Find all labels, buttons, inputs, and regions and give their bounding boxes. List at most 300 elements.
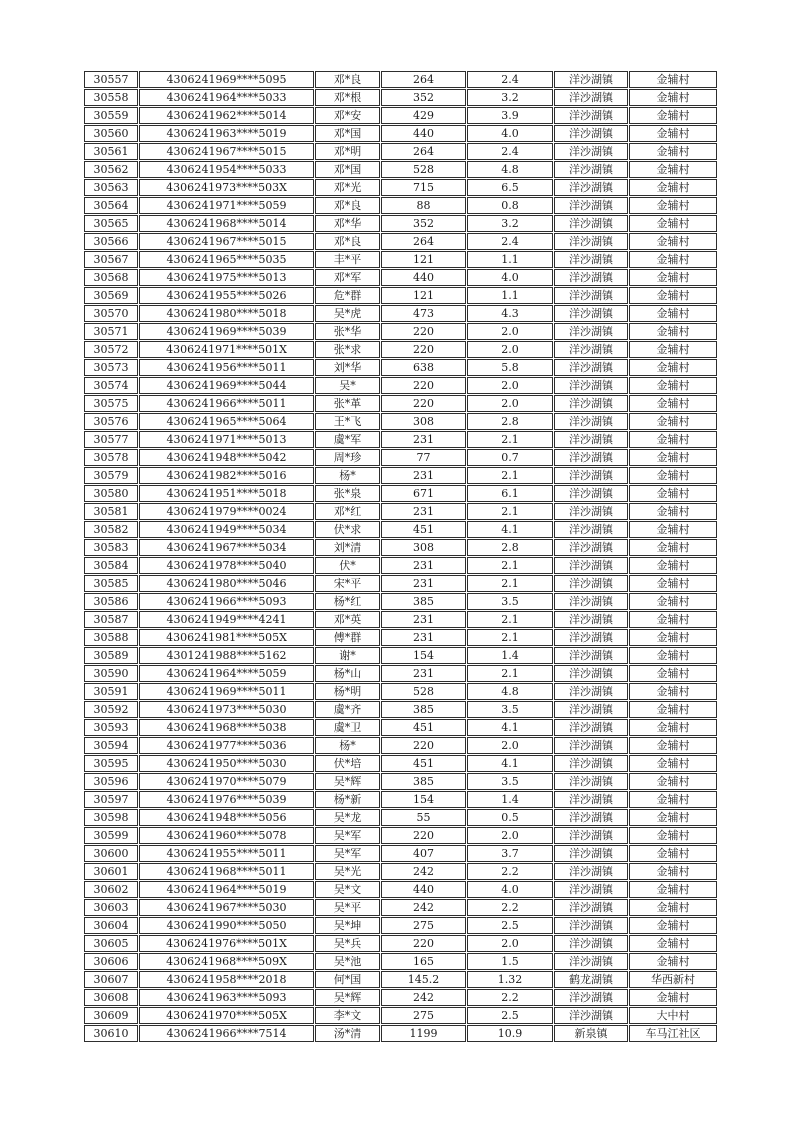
name-cell: 虞*卫 bbox=[315, 719, 380, 736]
id-number-cell: 4306241969****5044 bbox=[139, 377, 314, 394]
town-cell: 洋沙湖镇 bbox=[554, 521, 628, 538]
village-cell: 金辅村 bbox=[629, 899, 717, 916]
table-row bbox=[84, 395, 717, 412]
town-cell: 洋沙湖镇 bbox=[554, 881, 628, 898]
area-cell: 4.1 bbox=[467, 755, 553, 772]
id-number-cell: 4306241951****5018 bbox=[139, 485, 314, 502]
id-number-cell: 4306241964****5059 bbox=[139, 665, 314, 682]
id-number-cell: 4306241962****5014 bbox=[139, 107, 314, 124]
record-no-cell: 30603 bbox=[84, 899, 138, 916]
area-cell: 1.32 bbox=[467, 971, 553, 988]
name-cell: 邓*根 bbox=[315, 89, 380, 106]
amount-cell: 715 bbox=[381, 179, 466, 196]
record-no-cell: 30608 bbox=[84, 989, 138, 1006]
village-cell: 金辅村 bbox=[629, 305, 717, 322]
village-cell: 金辅村 bbox=[629, 323, 717, 340]
name-cell: 吴*池 bbox=[315, 953, 380, 970]
name-cell: 杨*新 bbox=[315, 791, 380, 808]
name-cell: 谢* bbox=[315, 647, 380, 664]
amount-cell: 275 bbox=[381, 917, 466, 934]
table-row bbox=[84, 863, 717, 880]
record-no-cell: 30563 bbox=[84, 179, 138, 196]
table-row bbox=[84, 1007, 717, 1024]
name-cell: 李*文 bbox=[315, 1007, 380, 1024]
area-cell: 2.2 bbox=[467, 989, 553, 1006]
id-number-cell: 4306241958****2018 bbox=[139, 971, 314, 988]
town-cell: 洋沙湖镇 bbox=[554, 989, 628, 1006]
table-row bbox=[84, 503, 717, 520]
village-cell: 金辅村 bbox=[629, 197, 717, 214]
area-cell: 3.5 bbox=[467, 701, 553, 718]
area-cell: 3.7 bbox=[467, 845, 553, 862]
area-cell: 1.5 bbox=[467, 953, 553, 970]
record-no-cell: 30592 bbox=[84, 701, 138, 718]
amount-cell: 451 bbox=[381, 755, 466, 772]
area-cell: 10.9 bbox=[467, 1025, 553, 1042]
name-cell: 虞*齐 bbox=[315, 701, 380, 718]
table-row bbox=[84, 791, 717, 808]
area-cell: 3.2 bbox=[467, 89, 553, 106]
name-cell: 邓*良 bbox=[315, 233, 380, 250]
table-row bbox=[84, 467, 717, 484]
town-cell: 洋沙湖镇 bbox=[554, 89, 628, 106]
table-row bbox=[84, 233, 717, 250]
village-cell: 金辅村 bbox=[629, 359, 717, 376]
area-cell: 3.2 bbox=[467, 215, 553, 232]
id-number-cell: 4306241967****5015 bbox=[139, 143, 314, 160]
table-row bbox=[84, 341, 717, 358]
amount-cell: 264 bbox=[381, 143, 466, 160]
town-cell: 洋沙湖镇 bbox=[554, 161, 628, 178]
village-cell: 金辅村 bbox=[629, 287, 717, 304]
village-cell: 金辅村 bbox=[629, 557, 717, 574]
amount-cell: 231 bbox=[381, 557, 466, 574]
name-cell: 邓*光 bbox=[315, 179, 380, 196]
id-number-cell: 4306241969****5039 bbox=[139, 323, 314, 340]
table-row bbox=[84, 971, 717, 988]
name-cell: 刘*清 bbox=[315, 539, 380, 556]
town-cell: 洋沙湖镇 bbox=[554, 71, 628, 88]
table-row bbox=[84, 593, 717, 610]
name-cell: 邓*英 bbox=[315, 611, 380, 628]
record-no-cell: 30588 bbox=[84, 629, 138, 646]
table-row bbox=[84, 89, 717, 106]
table-row bbox=[84, 323, 717, 340]
table-row bbox=[84, 953, 717, 970]
id-number-cell: 4306241956****5011 bbox=[139, 359, 314, 376]
town-cell: 洋沙湖镇 bbox=[554, 647, 628, 664]
record-no-cell: 30572 bbox=[84, 341, 138, 358]
town-cell: 鹤龙湖镇 bbox=[554, 971, 628, 988]
name-cell: 邓*华 bbox=[315, 215, 380, 232]
area-cell: 2.0 bbox=[467, 935, 553, 952]
name-cell: 张*泉 bbox=[315, 485, 380, 502]
id-number-cell: 4306241966****7514 bbox=[139, 1025, 314, 1042]
id-number-cell: 4306241980****5018 bbox=[139, 305, 314, 322]
id-number-cell: 4306241990****5050 bbox=[139, 917, 314, 934]
id-number-cell: 4306241975****5013 bbox=[139, 269, 314, 286]
table-row bbox=[84, 647, 717, 664]
town-cell: 洋沙湖镇 bbox=[554, 287, 628, 304]
record-no-cell: 30560 bbox=[84, 125, 138, 142]
name-cell: 吴*平 bbox=[315, 899, 380, 916]
name-cell: 吴* bbox=[315, 377, 380, 394]
town-cell: 洋沙湖镇 bbox=[554, 431, 628, 448]
village-cell: 华西新村 bbox=[629, 971, 717, 988]
amount-cell: 429 bbox=[381, 107, 466, 124]
amount-cell: 308 bbox=[381, 539, 466, 556]
amount-cell: 154 bbox=[381, 791, 466, 808]
name-cell: 周*珍 bbox=[315, 449, 380, 466]
amount-cell: 440 bbox=[381, 881, 466, 898]
record-no-cell: 30590 bbox=[84, 665, 138, 682]
village-cell: 金辅村 bbox=[629, 251, 717, 268]
table-row bbox=[84, 755, 717, 772]
record-no-cell: 30605 bbox=[84, 935, 138, 952]
town-cell: 洋沙湖镇 bbox=[554, 701, 628, 718]
record-no-cell: 30568 bbox=[84, 269, 138, 286]
record-no-cell: 30581 bbox=[84, 503, 138, 520]
record-no-cell: 30607 bbox=[84, 971, 138, 988]
town-cell: 洋沙湖镇 bbox=[554, 323, 628, 340]
name-cell: 刘*华 bbox=[315, 359, 380, 376]
amount-cell: 231 bbox=[381, 467, 466, 484]
town-cell: 洋沙湖镇 bbox=[554, 737, 628, 754]
record-no-cell: 30583 bbox=[84, 539, 138, 556]
amount-cell: 308 bbox=[381, 413, 466, 430]
town-cell: 洋沙湖镇 bbox=[554, 683, 628, 700]
village-cell: 金辅村 bbox=[629, 539, 717, 556]
table-row bbox=[84, 611, 717, 628]
amount-cell: 121 bbox=[381, 251, 466, 268]
village-cell: 金辅村 bbox=[629, 413, 717, 430]
town-cell: 洋沙湖镇 bbox=[554, 251, 628, 268]
id-number-cell: 4306241969****5095 bbox=[139, 71, 314, 88]
area-cell: 2.2 bbox=[467, 863, 553, 880]
village-cell: 金辅村 bbox=[629, 179, 717, 196]
id-number-cell: 4306241948****5056 bbox=[139, 809, 314, 826]
record-no-cell: 30593 bbox=[84, 719, 138, 736]
table-row bbox=[84, 917, 717, 934]
amount-cell: 77 bbox=[381, 449, 466, 466]
amount-cell: 451 bbox=[381, 521, 466, 538]
area-cell: 2.1 bbox=[467, 557, 553, 574]
area-cell: 5.8 bbox=[467, 359, 553, 376]
town-cell: 洋沙湖镇 bbox=[554, 125, 628, 142]
town-cell: 洋沙湖镇 bbox=[554, 1007, 628, 1024]
table-row bbox=[84, 773, 717, 790]
record-no-cell: 30604 bbox=[84, 917, 138, 934]
id-number-cell: 4306241971****5059 bbox=[139, 197, 314, 214]
village-cell: 金辅村 bbox=[629, 161, 717, 178]
amount-cell: 638 bbox=[381, 359, 466, 376]
record-no-cell: 30557 bbox=[84, 71, 138, 88]
name-cell: 吴*兵 bbox=[315, 935, 380, 952]
id-number-cell: 4306241976****5039 bbox=[139, 791, 314, 808]
id-number-cell: 4306241967****5015 bbox=[139, 233, 314, 250]
name-cell: 杨*红 bbox=[315, 593, 380, 610]
name-cell: 吴*虎 bbox=[315, 305, 380, 322]
name-cell: 邓*国 bbox=[315, 125, 380, 142]
area-cell: 1.1 bbox=[467, 251, 553, 268]
area-cell: 2.1 bbox=[467, 611, 553, 628]
name-cell: 伏*求 bbox=[315, 521, 380, 538]
amount-cell: 385 bbox=[381, 593, 466, 610]
id-number-cell: 4306241977****5036 bbox=[139, 737, 314, 754]
town-cell: 洋沙湖镇 bbox=[554, 809, 628, 826]
amount-cell: 220 bbox=[381, 377, 466, 394]
town-cell: 洋沙湖镇 bbox=[554, 755, 628, 772]
village-cell: 金辅村 bbox=[629, 989, 717, 1006]
id-number-cell: 4306241965****5064 bbox=[139, 413, 314, 430]
name-cell: 吴*军 bbox=[315, 845, 380, 862]
table-row bbox=[84, 413, 717, 430]
town-cell: 洋沙湖镇 bbox=[554, 143, 628, 160]
id-number-cell: 4306241955****5011 bbox=[139, 845, 314, 862]
area-cell: 2.1 bbox=[467, 431, 553, 448]
village-cell: 金辅村 bbox=[629, 89, 717, 106]
town-cell: 洋沙湖镇 bbox=[554, 719, 628, 736]
name-cell: 伏* bbox=[315, 557, 380, 574]
name-cell: 虞*军 bbox=[315, 431, 380, 448]
area-cell: 2.0 bbox=[467, 737, 553, 754]
amount-cell: 220 bbox=[381, 737, 466, 754]
amount-cell: 275 bbox=[381, 1007, 466, 1024]
id-number-cell: 4306241970****5079 bbox=[139, 773, 314, 790]
name-cell: 吴*光 bbox=[315, 863, 380, 880]
town-cell: 洋沙湖镇 bbox=[554, 449, 628, 466]
town-cell: 洋沙湖镇 bbox=[554, 197, 628, 214]
id-number-cell: 4306241973****5030 bbox=[139, 701, 314, 718]
town-cell: 洋沙湖镇 bbox=[554, 863, 628, 880]
village-cell: 金辅村 bbox=[629, 521, 717, 538]
village-cell: 金辅村 bbox=[629, 755, 717, 772]
record-no-cell: 30561 bbox=[84, 143, 138, 160]
village-cell: 金辅村 bbox=[629, 467, 717, 484]
amount-cell: 231 bbox=[381, 611, 466, 628]
area-cell: 2.2 bbox=[467, 899, 553, 916]
record-no-cell: 30596 bbox=[84, 773, 138, 790]
village-cell: 金辅村 bbox=[629, 377, 717, 394]
amount-cell: 231 bbox=[381, 665, 466, 682]
record-no-cell: 30580 bbox=[84, 485, 138, 502]
amount-cell: 451 bbox=[381, 719, 466, 736]
amount-cell: 671 bbox=[381, 485, 466, 502]
area-cell: 2.1 bbox=[467, 629, 553, 646]
town-cell: 洋沙湖镇 bbox=[554, 593, 628, 610]
id-number-cell: 4301241988****5162 bbox=[139, 647, 314, 664]
table-row bbox=[84, 575, 717, 592]
town-cell: 洋沙湖镇 bbox=[554, 575, 628, 592]
area-cell: 2.5 bbox=[467, 917, 553, 934]
village-cell: 金辅村 bbox=[629, 503, 717, 520]
name-cell: 吴*辉 bbox=[315, 989, 380, 1006]
record-no-cell: 30600 bbox=[84, 845, 138, 862]
name-cell: 伏*培 bbox=[315, 755, 380, 772]
village-cell: 金辅村 bbox=[629, 683, 717, 700]
village-cell: 金辅村 bbox=[629, 773, 717, 790]
record-no-cell: 30594 bbox=[84, 737, 138, 754]
record-no-cell: 30584 bbox=[84, 557, 138, 574]
record-no-cell: 30591 bbox=[84, 683, 138, 700]
area-cell: 2.1 bbox=[467, 503, 553, 520]
id-number-cell: 4306241966****5093 bbox=[139, 593, 314, 610]
village-cell: 金辅村 bbox=[629, 449, 717, 466]
table-row bbox=[84, 125, 717, 142]
record-no-cell: 30587 bbox=[84, 611, 138, 628]
area-cell: 2.8 bbox=[467, 413, 553, 430]
town-cell: 洋沙湖镇 bbox=[554, 215, 628, 232]
record-no-cell: 30566 bbox=[84, 233, 138, 250]
table-row bbox=[84, 665, 717, 682]
village-cell: 金辅村 bbox=[629, 71, 717, 88]
record-no-cell: 30597 bbox=[84, 791, 138, 808]
village-cell: 金辅村 bbox=[629, 593, 717, 610]
id-number-cell: 4306241964****5019 bbox=[139, 881, 314, 898]
id-number-cell: 4306241949****4241 bbox=[139, 611, 314, 628]
amount-cell: 231 bbox=[381, 629, 466, 646]
name-cell: 张*华 bbox=[315, 323, 380, 340]
table-row bbox=[84, 305, 717, 322]
town-cell: 洋沙湖镇 bbox=[554, 233, 628, 250]
amount-cell: 385 bbox=[381, 701, 466, 718]
amount-cell: 352 bbox=[381, 215, 466, 232]
record-no-cell: 30602 bbox=[84, 881, 138, 898]
amount-cell: 528 bbox=[381, 161, 466, 178]
village-cell: 金辅村 bbox=[629, 611, 717, 628]
record-no-cell: 30595 bbox=[84, 755, 138, 772]
id-number-cell: 4306241980****5046 bbox=[139, 575, 314, 592]
amount-cell: 220 bbox=[381, 935, 466, 952]
name-cell: 邓*安 bbox=[315, 107, 380, 124]
record-no-cell: 30565 bbox=[84, 215, 138, 232]
area-cell: 2.1 bbox=[467, 575, 553, 592]
name-cell: 邓*明 bbox=[315, 143, 380, 160]
record-no-cell: 30574 bbox=[84, 377, 138, 394]
id-number-cell: 4306241968****509X bbox=[139, 953, 314, 970]
table-row bbox=[84, 701, 717, 718]
amount-cell: 264 bbox=[381, 233, 466, 250]
village-cell: 金辅村 bbox=[629, 125, 717, 142]
amount-cell: 231 bbox=[381, 431, 466, 448]
record-no-cell: 30562 bbox=[84, 161, 138, 178]
amount-cell: 407 bbox=[381, 845, 466, 862]
table-row bbox=[84, 215, 717, 232]
area-cell: 4.1 bbox=[467, 719, 553, 736]
town-cell: 洋沙湖镇 bbox=[554, 485, 628, 502]
table-row bbox=[84, 989, 717, 1006]
area-cell: 2.4 bbox=[467, 233, 553, 250]
town-cell: 洋沙湖镇 bbox=[554, 827, 628, 844]
name-cell: 王*飞 bbox=[315, 413, 380, 430]
village-cell: 金辅村 bbox=[629, 809, 717, 826]
id-number-cell: 4306241967****5030 bbox=[139, 899, 314, 916]
area-cell: 2.1 bbox=[467, 467, 553, 484]
amount-cell: 242 bbox=[381, 863, 466, 880]
town-cell: 洋沙湖镇 bbox=[554, 845, 628, 862]
table-row bbox=[84, 197, 717, 214]
table-row bbox=[84, 521, 717, 538]
table-row bbox=[84, 359, 717, 376]
id-number-cell: 4306241970****505X bbox=[139, 1007, 314, 1024]
table-row bbox=[84, 1025, 717, 1042]
id-number-cell: 4306241950****5030 bbox=[139, 755, 314, 772]
record-no-cell: 30577 bbox=[84, 431, 138, 448]
name-cell: 邓*红 bbox=[315, 503, 380, 520]
amount-cell: 264 bbox=[381, 71, 466, 88]
name-cell: 邓*国 bbox=[315, 161, 380, 178]
area-cell: 4.3 bbox=[467, 305, 553, 322]
record-no-cell: 30579 bbox=[84, 467, 138, 484]
id-number-cell: 4306241966****5011 bbox=[139, 395, 314, 412]
village-cell: 金辅村 bbox=[629, 341, 717, 358]
table-row bbox=[84, 557, 717, 574]
amount-cell: 440 bbox=[381, 125, 466, 142]
record-no-cell: 30606 bbox=[84, 953, 138, 970]
village-cell: 金辅村 bbox=[629, 233, 717, 250]
table-row bbox=[84, 251, 717, 268]
area-cell: 2.0 bbox=[467, 341, 553, 358]
subsidy-table bbox=[83, 70, 718, 1043]
name-cell: 汤*清 bbox=[315, 1025, 380, 1042]
id-number-cell: 4306241954****5033 bbox=[139, 161, 314, 178]
town-cell: 洋沙湖镇 bbox=[554, 107, 628, 124]
record-no-cell: 30598 bbox=[84, 809, 138, 826]
amount-cell: 220 bbox=[381, 395, 466, 412]
table-row bbox=[84, 827, 717, 844]
name-cell: 宋*平 bbox=[315, 575, 380, 592]
record-no-cell: 30610 bbox=[84, 1025, 138, 1042]
table-row bbox=[84, 161, 717, 178]
town-cell: 洋沙湖镇 bbox=[554, 341, 628, 358]
table-row bbox=[84, 737, 717, 754]
id-number-cell: 4306241967****5034 bbox=[139, 539, 314, 556]
table-row bbox=[84, 71, 717, 88]
name-cell: 吴*龙 bbox=[315, 809, 380, 826]
town-cell: 洋沙湖镇 bbox=[554, 665, 628, 682]
amount-cell: 220 bbox=[381, 827, 466, 844]
table-row bbox=[84, 287, 717, 304]
table-row bbox=[84, 881, 717, 898]
area-cell: 1.4 bbox=[467, 791, 553, 808]
town-cell: 洋沙湖镇 bbox=[554, 953, 628, 970]
village-cell: 金辅村 bbox=[629, 737, 717, 754]
record-no-cell: 30609 bbox=[84, 1007, 138, 1024]
id-number-cell: 4306241978****5040 bbox=[139, 557, 314, 574]
record-no-cell: 30585 bbox=[84, 575, 138, 592]
record-no-cell: 30567 bbox=[84, 251, 138, 268]
town-cell: 洋沙湖镇 bbox=[554, 935, 628, 952]
table-row bbox=[84, 143, 717, 160]
id-number-cell: 4306241982****5016 bbox=[139, 467, 314, 484]
village-cell: 金辅村 bbox=[629, 719, 717, 736]
area-cell: 4.8 bbox=[467, 161, 553, 178]
village-cell: 金辅村 bbox=[629, 431, 717, 448]
record-no-cell: 30558 bbox=[84, 89, 138, 106]
town-cell: 洋沙湖镇 bbox=[554, 395, 628, 412]
area-cell: 6.1 bbox=[467, 485, 553, 502]
village-cell: 金辅村 bbox=[629, 881, 717, 898]
area-cell: 0.7 bbox=[467, 449, 553, 466]
amount-cell: 231 bbox=[381, 503, 466, 520]
area-cell: 2.1 bbox=[467, 665, 553, 682]
village-cell: 金辅村 bbox=[629, 647, 717, 664]
name-cell: 吴*文 bbox=[315, 881, 380, 898]
town-cell: 洋沙湖镇 bbox=[554, 917, 628, 934]
village-cell: 金辅村 bbox=[629, 143, 717, 160]
amount-cell: 165 bbox=[381, 953, 466, 970]
village-cell: 金辅村 bbox=[629, 935, 717, 952]
